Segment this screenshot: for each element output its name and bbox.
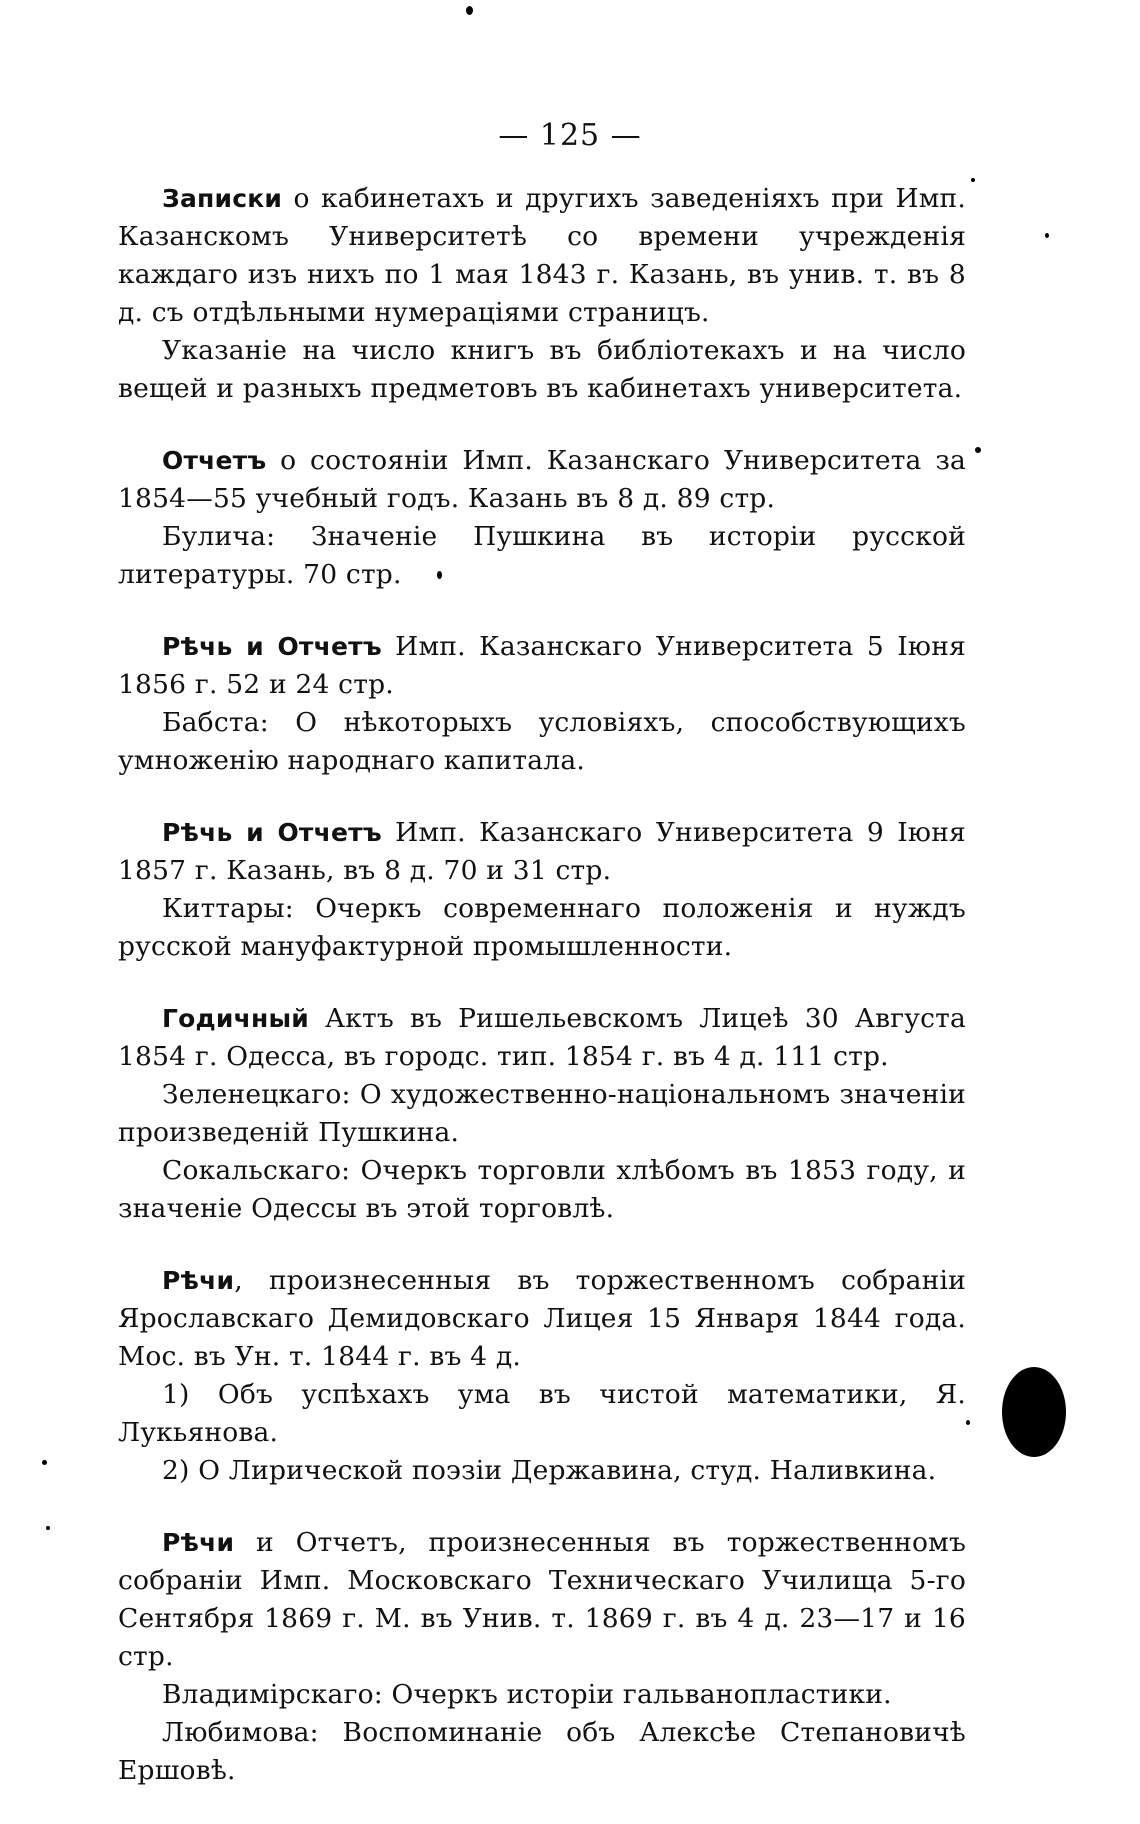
entry-text: о кабинетахъ и другихъ заведеніяхъ при Имп. Казанскомъ Университетѣ со времени учрежденія каждаго изъ нихъ по 1 мая 1843 г. Казань, въ унив. т. въ 8 д. съ отдѣльными нумераціями страницъ. (118, 183, 966, 328)
ink-speck (42, 1460, 47, 1465)
ink-speck (975, 447, 981, 453)
entry-text: Имп. Казанскаго Университета 5 Іюня 1856 г. 52 и 24 стр. (118, 631, 966, 700)
entry (118, 442, 966, 594)
entry-heading (118, 1000, 966, 1076)
entry-note: Любимова: Воспоминаніе объ Алексѣе Степановичѣ Ершовѣ. (118, 1717, 966, 1786)
entry-heading (118, 1262, 966, 1376)
entry-text: Актъ въ Ришельевскомъ Лицеѣ 30 Августа 1854 г. Одесса, въ городс. тип. 1854 г. въ 4 д. 111 стр. (118, 1003, 966, 1072)
page-number: — 125 — (498, 118, 642, 153)
entry-note: Владимірскаго: Очеркъ исторіи гальванопластики. (162, 1679, 892, 1710)
entry (118, 180, 966, 408)
entry-keyword: Годичный (162, 1004, 309, 1033)
ink-speck (437, 571, 442, 579)
entry-note: Указаніе на число книгъ въ библіотекахъ и на число вещей и разныхъ предметовъ въ кабинетахъ университета. (118, 335, 966, 404)
entry-keyword: Записки (162, 184, 283, 213)
entry (118, 1262, 966, 1490)
entry-heading (118, 1524, 966, 1676)
entry-text: Имп. Казанскаго Университета 9 Іюня 1857 г. Казань, въ 8 д. 70 и 31 стр. (118, 817, 966, 886)
entry-keyword: Рѣчь и Отчетъ (162, 632, 382, 661)
entry-note: 1) Объ успѣхахъ ума въ чистой математики, Я. Лукьянова. (118, 1379, 966, 1448)
entry-note: Зеленецкаго: О художественно-національномъ значеніи произведеній Пушкина. (118, 1079, 966, 1148)
entry-heading (118, 814, 966, 890)
entry-heading (118, 180, 966, 332)
entry-keyword: Рѣчи (162, 1266, 235, 1295)
ink-speck (966, 1420, 970, 1425)
entry-text: , произнесенныя въ торжественномъ собраніи Ярославскаго Демидовскаго Лицея 15 Января 1844 года. Мос. въ Ун. т. 1844 г. въ 4 д. (118, 1265, 966, 1372)
entry-keyword: Отчетъ (162, 446, 267, 475)
entry-note: Киттары: Очеркъ современнаго положенія и нуждъ русской мануфактурной промышленности. (118, 893, 966, 962)
page-body (118, 180, 966, 1824)
ink-speck (1045, 233, 1049, 238)
entry-text: и Отчетъ, произнесенныя въ торжественномъ собраніи Имп. Московскаго Техническаго Училища 5-го Сентября 1869 г. М. въ Унив. т. 1869 г. въ 4 д. 23—17 и 16 стр. (118, 1527, 966, 1672)
ink-speck (46, 1526, 50, 1530)
entry-note: Сокальскаго: Очеркъ торговли хлѣбомъ въ 1853 году, и значеніе Одессы въ этой торговлѣ. (118, 1155, 966, 1224)
entry-heading (118, 442, 966, 518)
entry-keyword: Рѣчь и Отчетъ (162, 818, 382, 847)
entry-note: Булича: Значеніе Пушкина въ исторіи русской литературы. 70 стр. (118, 521, 966, 590)
entry-note: 2) О Лирической поэзіи Державина, студ. Наливкина. (162, 1455, 937, 1486)
entry-text: о состояніи Имп. Казанскаго Университета за 1854—55 учебный годъ. Казань въ 8 д. 89 стр. (118, 445, 966, 514)
entry (118, 1524, 966, 1790)
entry-heading (118, 628, 966, 704)
entry (118, 628, 966, 780)
ink-speck (466, 6, 473, 15)
entry-keyword: Рѣчи (162, 1528, 235, 1557)
ink-speck (971, 178, 975, 182)
entry (118, 814, 966, 966)
ink-blot (1002, 1367, 1066, 1457)
entry (118, 1000, 966, 1228)
entry-note: Бабста: О нѣкоторыхъ условіяхъ, способствующихъ умноженію народнаго капитала. (118, 707, 966, 776)
